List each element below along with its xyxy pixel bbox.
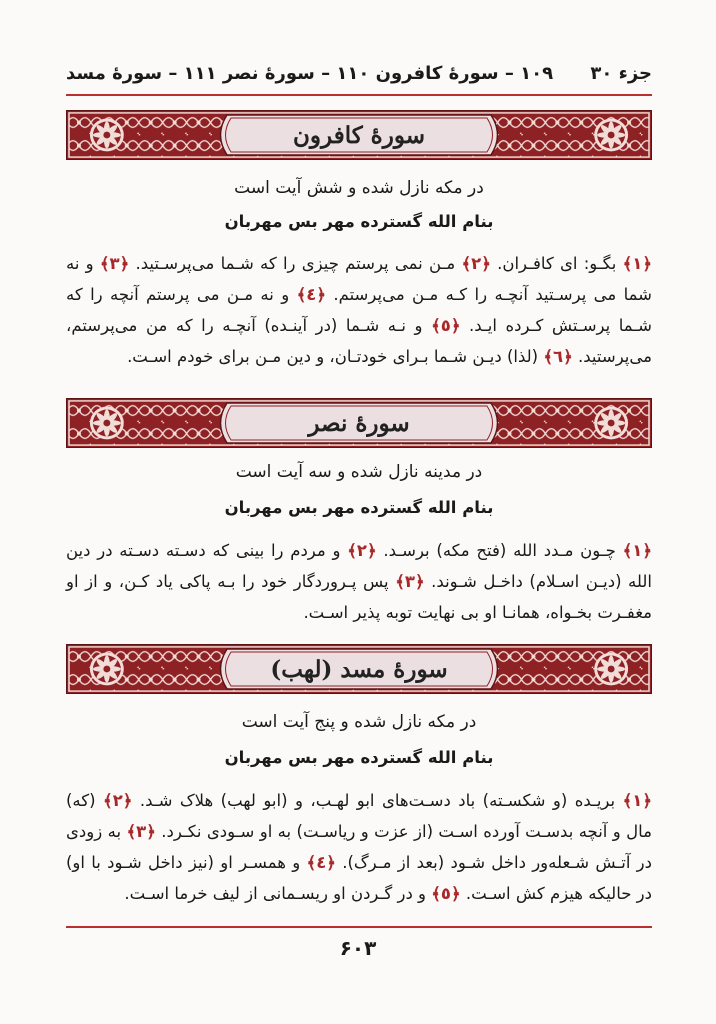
surah-title: سورۀ نصر xyxy=(308,409,410,437)
verse-number: ﴿١﴾ xyxy=(622,254,652,273)
basmala: بنام الله گسترده مهر بس مهربان xyxy=(224,498,494,517)
surah-title: سورۀ مسد (لهب) xyxy=(270,655,448,683)
surah-title: سورۀ کافرون xyxy=(293,121,425,149)
verse-number: ﴿٦﴾ xyxy=(543,347,573,366)
juz-label: جزء ۳۰ xyxy=(590,62,652,84)
surah-banner-kafirun xyxy=(66,110,652,160)
verse-text: بگـو: ای کافـران. xyxy=(490,254,623,273)
header-rule xyxy=(66,94,652,96)
page-number: ۶۰۳ xyxy=(339,936,377,960)
verses-masad xyxy=(66,785,652,909)
verse-number: ﴿٢﴾ xyxy=(347,541,377,560)
basmala: بنام الله گسترده مهر بس مهربان xyxy=(224,212,494,231)
surah-banner-masad xyxy=(66,644,652,694)
verse-number: ﴿٣﴾ xyxy=(395,572,425,591)
verse-number: ﴿٢﴾ xyxy=(461,254,491,273)
footer-rule xyxy=(66,926,652,928)
verse-number: ﴿٢﴾ xyxy=(103,791,133,810)
verse-text: پس پـروردگار خود را بـه پاکی یاد کـن، و از او مغفـرت بخـواه، همانـا او بی نهایت توبه پذیر اسـت. xyxy=(66,572,652,622)
verse-text: و همسـر او (نیز داخل شـود با او) در حالیکه هیزم کش اسـت. xyxy=(66,853,652,903)
revelation-note: در مکه نازل شده و پنج آیت است xyxy=(241,712,477,732)
revelation-note: در مدینه نازل شده و سه آیت است xyxy=(235,462,483,482)
verse-number: ﴿٥﴾ xyxy=(431,316,461,335)
verse-text: و نه شما می پرسـتید آنچـه را کـه مـن می‌پرستم. xyxy=(66,254,652,304)
verse-number: ﴿٣﴾ xyxy=(126,822,156,841)
verses-nasr xyxy=(66,535,652,628)
revelation-note: در مکه نازل شده و شش آیت است xyxy=(234,178,484,198)
verse-text: و مردم را بینی که دسـته دسـته در دین الله (دیـن اسـلام) داخـل شـوند. xyxy=(66,541,652,591)
verse-number: ﴿١﴾ xyxy=(622,791,652,810)
verse-text: و در گـردن او ریسـمانی از لیف خرما اسـت. xyxy=(124,884,432,903)
verse-number: ﴿٤﴾ xyxy=(296,285,326,304)
surah-banner-nasr xyxy=(66,398,652,448)
verse-text: و نه مـن می پرستم آنچه را که شـما پرسـتش کـرده ایـد. xyxy=(66,285,652,335)
verse-text: (لذا) دیـن شـما بـرای خودتـان، و دین مـن برای خودم اسـت. xyxy=(127,347,544,366)
verse-text: (که) مال و آنچه بدسـت آورده اسـت (از عزت و ریاسـت) به او سـودی نکـرد. xyxy=(66,791,652,841)
surah-index-label: ۱۰۹ – سورۀ کافرون ۱۱۰ – سورۀ نصر ۱۱۱ – سورۀ مسد xyxy=(66,62,554,84)
verse-number: ﴿٥﴾ xyxy=(431,884,461,903)
verse-number: ﴿٣﴾ xyxy=(99,254,130,273)
verse-text: مـن نمی پرستم چیزی را که شـما می‌پرسـتید. xyxy=(129,254,462,273)
verses-kafirun xyxy=(66,248,652,372)
verse-number: ﴿١﴾ xyxy=(622,541,652,560)
basmala: بنام الله گسترده مهر بس مهربان xyxy=(224,748,494,767)
running-header xyxy=(66,58,652,88)
verse-text: به زودی در آتـش شـعله‌ور داخل شـود (بعد از مـرگ). xyxy=(66,822,652,872)
verse-text: و نـه شـما (در آینـده) آنچـه را که من می‌پرستم، می‌پرستید. xyxy=(66,316,652,366)
verse-text: بریـده (و شکسـته) باد دسـت‌های ابو لهـب، و (ابو لهب) هلاک شـد. xyxy=(132,791,623,810)
verse-text: چـون مـدد الله (فتح مکه) برسـد. xyxy=(376,541,623,560)
verse-number: ﴿٤﴾ xyxy=(306,853,336,872)
